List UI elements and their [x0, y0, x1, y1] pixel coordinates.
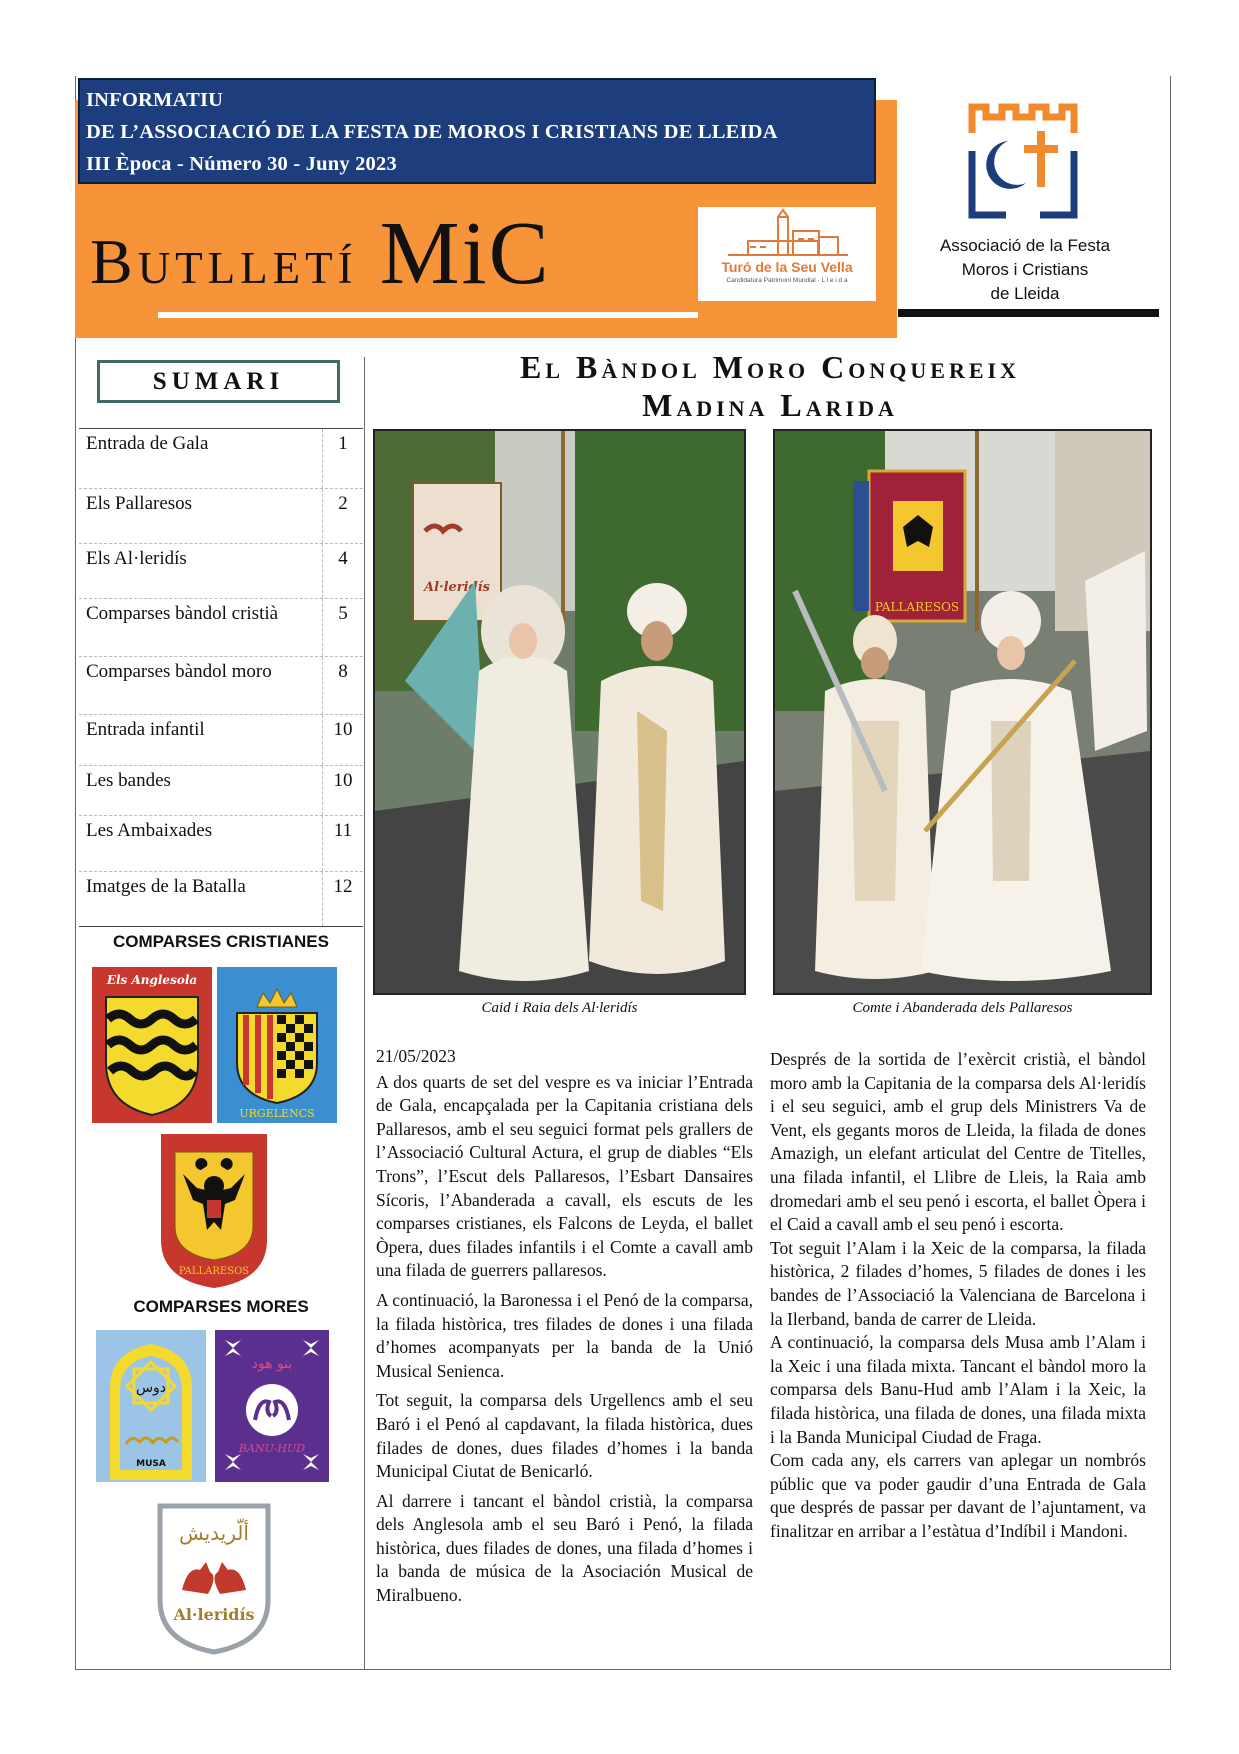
- toc-row[interactable]: [79, 715, 363, 766]
- toc-row[interactable]: [79, 544, 363, 599]
- association-underline-bar: [898, 309, 1159, 317]
- association-name: [905, 234, 1145, 306]
- alleridis-shield[interactable]: [154, 1500, 274, 1656]
- toc-row[interactable]: [79, 766, 363, 816]
- urgelencs-shield-icon: [217, 967, 337, 1123]
- association-name-line-2: Moros i Cristians: [961, 260, 1089, 279]
- toc-page: 4: [338, 548, 348, 569]
- toc-row[interactable]: [79, 816, 363, 872]
- masthead-title: [90, 204, 551, 304]
- seu-vella-silhouette-icon: [698, 207, 876, 259]
- turo-seu-vella-logo: [698, 207, 876, 301]
- urgelencs-label: URGELENCS: [239, 1107, 315, 1120]
- toc-page: 5: [338, 603, 348, 624]
- toc-page: 12: [333, 876, 353, 897]
- table-of-contents: [79, 428, 363, 927]
- masthead-word-mic: MiC: [379, 204, 551, 303]
- article-date: 21/05/2023: [376, 1046, 456, 1066]
- toc-page: 1: [338, 433, 348, 454]
- christian-comparses-heading: COMPARSES CRISTIANES: [113, 932, 329, 951]
- pallaresos-shield-icon: [157, 1130, 271, 1290]
- toc-row[interactable]: [79, 489, 363, 544]
- toc-page: 10: [333, 770, 353, 791]
- photo-caid-raia: [373, 429, 746, 995]
- musa-shield[interactable]: [96, 1330, 206, 1482]
- toc-page: 11: [333, 820, 353, 841]
- toc-label: Imatges de la Batalla: [79, 872, 323, 926]
- anglesola-label: Els Anglesola: [106, 973, 198, 987]
- banuhud-shield[interactable]: [215, 1330, 329, 1482]
- alleridis-shield-icon: [154, 1500, 274, 1656]
- banner-left-label: Al·leridís: [424, 580, 490, 595]
- parade-photo-right-image: [775, 431, 1150, 993]
- article-paragraph: A continuació, la comparsa dels Musa amb l’Alam i la Xeic i una filada mixta. Tancant el bàndol moro la comparsa dels Banu-Hud amb l’Alam i la Xeic, la filada històrica, una filada de dones, una filada mixta i la Banda Municipal Ciudad de Fraga.: [770, 1332, 1146, 1447]
- toc-label: Comparses bàndol moro: [79, 657, 323, 714]
- toc-label: Els Pallaresos: [79, 489, 323, 543]
- caption-left: Caid i Raia dels Al·leridís: [481, 1000, 638, 1016]
- masthead-word-butlleti: Butlletí: [90, 226, 358, 297]
- association-castle-logo-icon: [968, 103, 1078, 219]
- article-paragraph: Tot seguit, la comparsa dels Urgellencs amb el seu Baró i el Penó al capdavant, la filada històrica, dues filades de dones, dues filades d’homes i la banda Municipal Ciutat de Benicarló.: [376, 1390, 753, 1482]
- parade-photo-left-image: [375, 431, 744, 993]
- article-column-1: [376, 1045, 753, 1614]
- toc-label: Entrada de Gala: [79, 429, 323, 488]
- article-column-2: [770, 1048, 1146, 1543]
- alleridis-arabic-label: ألّريديش: [179, 1521, 249, 1545]
- article-paragraph: Després de la sortida de l’exèrcit cristià, el bàndol moro amb la Capitania de la comparsa dels Al·leridís i el seu seguici, amb el grup dels Ministrers Va de Vent, els gegants moros de Lleida, la filada de dones Amazigh, un elefant articulat del Centre de Titelles, una filada infantil, el Llibre de Lleis, la Raia amb dromedari amb el seu penó i escorta, el ballet Òpera i el Caid a cavall amb el seu penó i escorta.: [770, 1049, 1146, 1235]
- header-line-1: INFORMATIU: [86, 89, 224, 111]
- header-info-box: [78, 78, 876, 184]
- toc-row[interactable]: [79, 599, 363, 657]
- moorish-comparses-heading: COMPARSES MORES: [133, 1297, 309, 1316]
- turo-label: Turó de la Seu Vella: [721, 259, 853, 275]
- banuhud-shield-icon: [215, 1330, 329, 1482]
- toc-page: 2: [338, 493, 348, 514]
- header-line-3: III Època - Número 30 - Juny 2023: [86, 153, 397, 175]
- header-line-2: DE L’ASSOCIACIÓ DE LA FESTA DE MOROS I CRISTIANS DE LLEIDA: [86, 121, 778, 143]
- toc-row[interactable]: [79, 657, 363, 715]
- anglesola-shield-icon: [92, 967, 212, 1123]
- musa-shield-icon: [96, 1330, 206, 1482]
- toc-page: 8: [338, 661, 348, 682]
- banner-right-label: PALLARESOS: [874, 600, 960, 614]
- caption-right: Comte i Abanderada dels Pallaresos: [852, 1000, 1073, 1016]
- turo-sublabel: Candidatura Patrimoni Mundial · L l e i d a: [726, 277, 848, 284]
- article-paragraph: Al darrere i tancant el bàndol cristià, la comparsa dels Anglesola amb el seu Baró i Penó, la filada històrica, dues filades de dones, una filada d’homes i la banda de música de la Asociación Musical de Miralbueno.: [376, 1490, 753, 1606]
- sidebar-divider: [364, 357, 365, 1670]
- sumari-heading: SUMARI: [97, 360, 340, 403]
- association-name-line-1: Associació de la Festa: [939, 236, 1111, 255]
- article-paragraph: A dos quarts de set del vespre es va iniciar l’Entrada de Gala, encapçalada per la Capitania cristiana dels Pallaresos, amb el seu seguici format pels grallers de l’Associació Cultural Actura, el grup de diables “Els Trons”, l’Escut dels Pallaresos, l’Esbart Dansaires Sícoris, l’Abanderada a cavall, els escuts de les comparses cristianes, els Falcons de Leyda, el ballet Òpera, dues filades infantils i el Comte a cavall amb una filada de guerrers pallaresos.: [376, 1071, 753, 1281]
- article-title-line-2: Madina Larida: [642, 387, 898, 423]
- association-name-line-3: de Lleida: [990, 284, 1060, 303]
- toc-label: Les bandes: [79, 766, 323, 815]
- pallaresos-label: PALLARESOS: [178, 1266, 250, 1277]
- anglesola-shield[interactable]: [92, 967, 212, 1123]
- toc-label: Entrada infantil: [79, 715, 323, 765]
- toc-label: Les Ambaixades: [79, 816, 323, 871]
- article-paragraph: A continuació, la Baronessa i el Penó de la comparsa, la filada històrica, tres filades de dones i una filada d’homes acompanyats per la banda de la Unió Musical Senienca.: [376, 1289, 753, 1381]
- pallaresos-shield[interactable]: [157, 1130, 271, 1290]
- photo-comte-abanderada: [773, 429, 1152, 995]
- article-paragraph: Com cada any, els carrers van aplegar un nombrós públic que va poder gaudir d’una Entrada de Gala que després de passar per davant de l’ajuntament, va finalitzar en arribar a l’estàtua d’Indíbil i Mandoni.: [770, 1450, 1146, 1541]
- toc-row[interactable]: [79, 429, 363, 489]
- article-title: [380, 348, 1160, 424]
- article-title-line-1: El Bàndol Moro Conquereix: [520, 349, 1020, 385]
- urgelencs-shield[interactable]: [217, 967, 337, 1123]
- masthead-underline: [158, 312, 698, 318]
- toc-page: 10: [333, 719, 353, 740]
- toc-row[interactable]: [79, 872, 363, 926]
- toc-label: Els Al·leridís: [79, 544, 323, 598]
- article-paragraph: Tot seguit l’Alam i la Xeic de la comparsa, la filada històrica, 2 filades d’homes, 5 filades de dones i les bandes de l’Associació la Valenciana de Barcelona i la Ilerband, banda de carrer de Lleida.: [770, 1237, 1146, 1329]
- banuhud-label: BANU-HUD: [238, 1442, 306, 1455]
- toc-label: Comparses bàndol cristià: [79, 599, 323, 656]
- musa-label: MUSA: [136, 1459, 166, 1469]
- banuhud-arabic-label: بنو هود: [251, 1356, 293, 1372]
- alleridis-label: Al·leridís: [173, 1605, 255, 1624]
- musa-arabic-label: دوس: [135, 1380, 167, 1396]
